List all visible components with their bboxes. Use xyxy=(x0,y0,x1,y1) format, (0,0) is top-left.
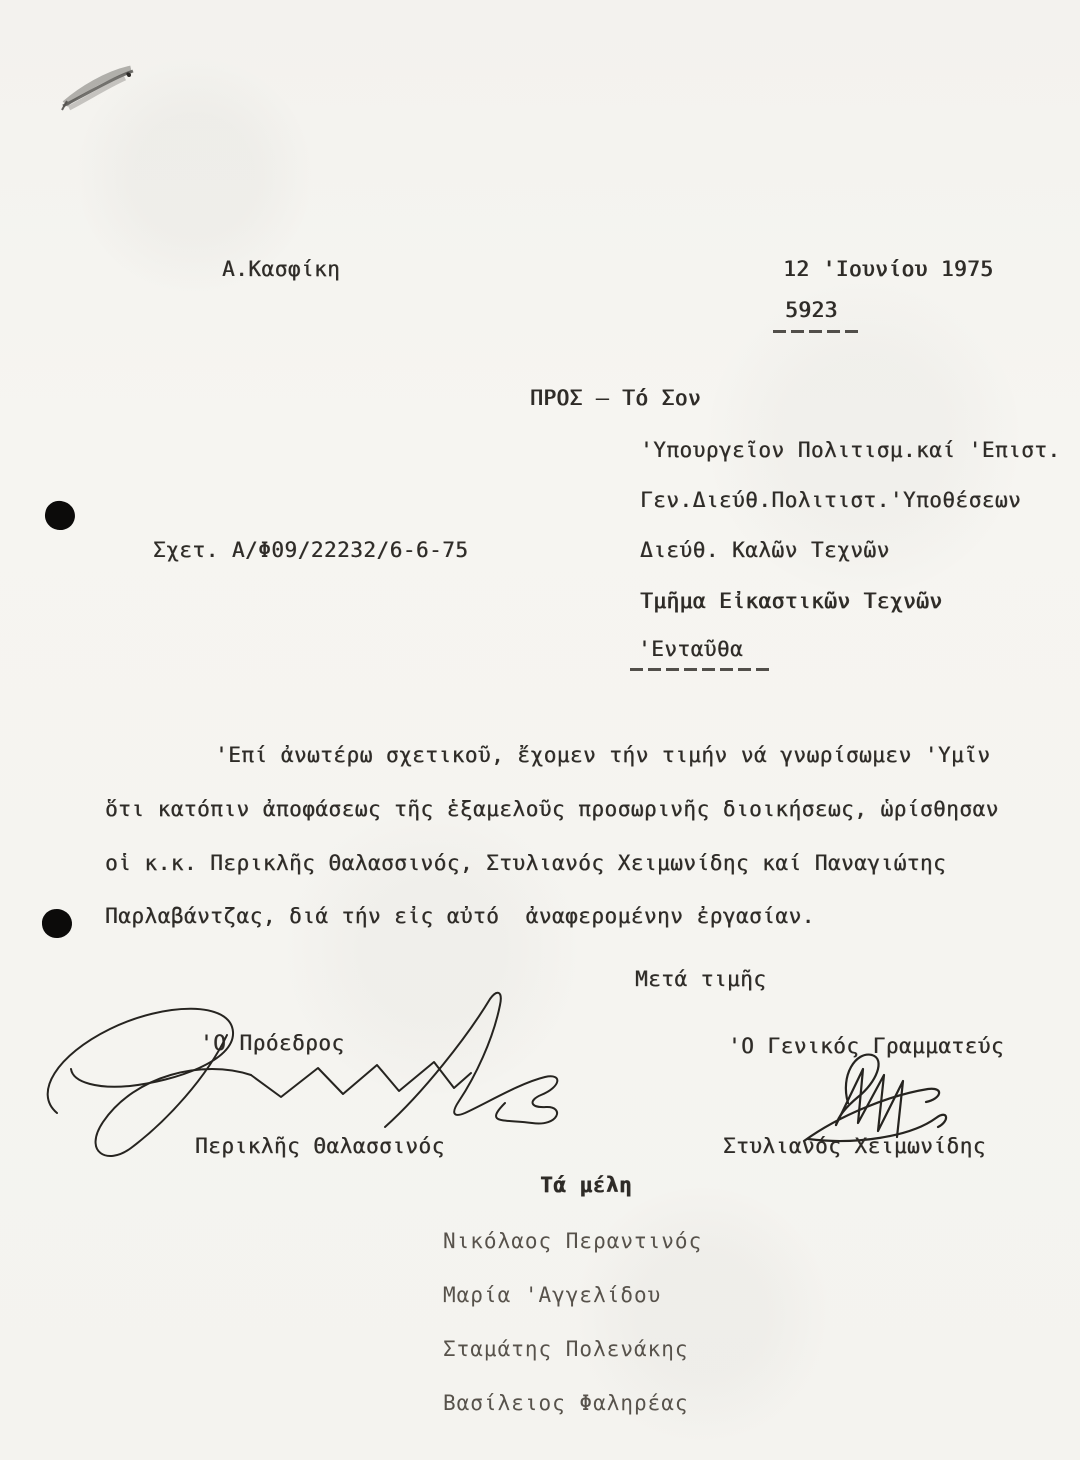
member-name: Βασίλειος Φαληρέας xyxy=(443,1391,689,1415)
left-signatory-title: 'Ο Πρόεδρος xyxy=(200,1031,345,1055)
recipient-line: Τμῆμα Εἰκαστικῶν Τεχνῶν xyxy=(640,589,943,613)
left-signatory-name: Περικλῆς Θαλασσινός xyxy=(195,1134,445,1158)
recipient-line: 'Υπουργεῖον Πολιτισμ.καί 'Επιστ. xyxy=(640,438,1061,462)
protocol-number-underline xyxy=(773,330,859,333)
recipient-label: ΠΡΟΣ – Τό Σον xyxy=(530,386,701,410)
handler-name: Α.Κασφίκη xyxy=(222,257,341,281)
ink-dot-mark-lower xyxy=(41,908,74,940)
recipient-location-underline xyxy=(630,668,773,671)
letter-date: 12 'Ιουνίου 1975 xyxy=(783,257,994,281)
member-name: Μαρία 'Αγγελίδου xyxy=(443,1283,662,1307)
member-name: Νικόλαος Περαντινός xyxy=(443,1229,703,1253)
body-line: 'Επί ἀνωτέρω σχετικοῦ, ἔχομεν τήν τιμήν νά γνωρίσωμεν 'Υμῖν xyxy=(215,743,991,767)
recipient-line: Γεν.Διεύθ.Πολιτιστ.'Υποθέσεων xyxy=(640,488,1022,512)
protocol-number: 5923 xyxy=(785,298,838,322)
closing-salutation: Μετά τιμῆς xyxy=(635,967,767,991)
right-signatory-name: Στυλιανός Χειμωνίδης xyxy=(723,1134,986,1158)
pencil-smudge-mark xyxy=(55,58,150,118)
body-line: ὅτι κατόπιν ἀποφάσεως τῆς ἑξαμελοῦς προσωρινῆς διοικήσεως, ὡρίσθησαν xyxy=(105,797,999,821)
stray-ink-speck xyxy=(125,71,133,79)
recipient-location: 'Ενταῦθα xyxy=(638,637,744,661)
body-line: οἱ κ.κ. Περικλῆς Θαλασσινός, Στυλιανός Χειμωνίδης καί Παναγιώτης xyxy=(105,851,947,875)
ink-dot-mark-upper xyxy=(43,499,77,532)
reference-line: Σχετ. Α/Φ09/22232/6-6-75 xyxy=(153,538,469,562)
member-name: Σταμάτης Πολενάκης xyxy=(443,1337,689,1361)
body-line: Παρλαβάντζας, διά τήν εἰς αὐτό ἀναφερομένην ἐργασίαν. xyxy=(105,904,815,928)
members-heading: Τά μέλη xyxy=(540,1173,633,1197)
recipient-line: Διεύθ. Καλῶν Τεχνῶν xyxy=(640,538,890,562)
right-signatory-title: 'Ο Γενικός Γραμματεύς xyxy=(728,1034,1005,1058)
